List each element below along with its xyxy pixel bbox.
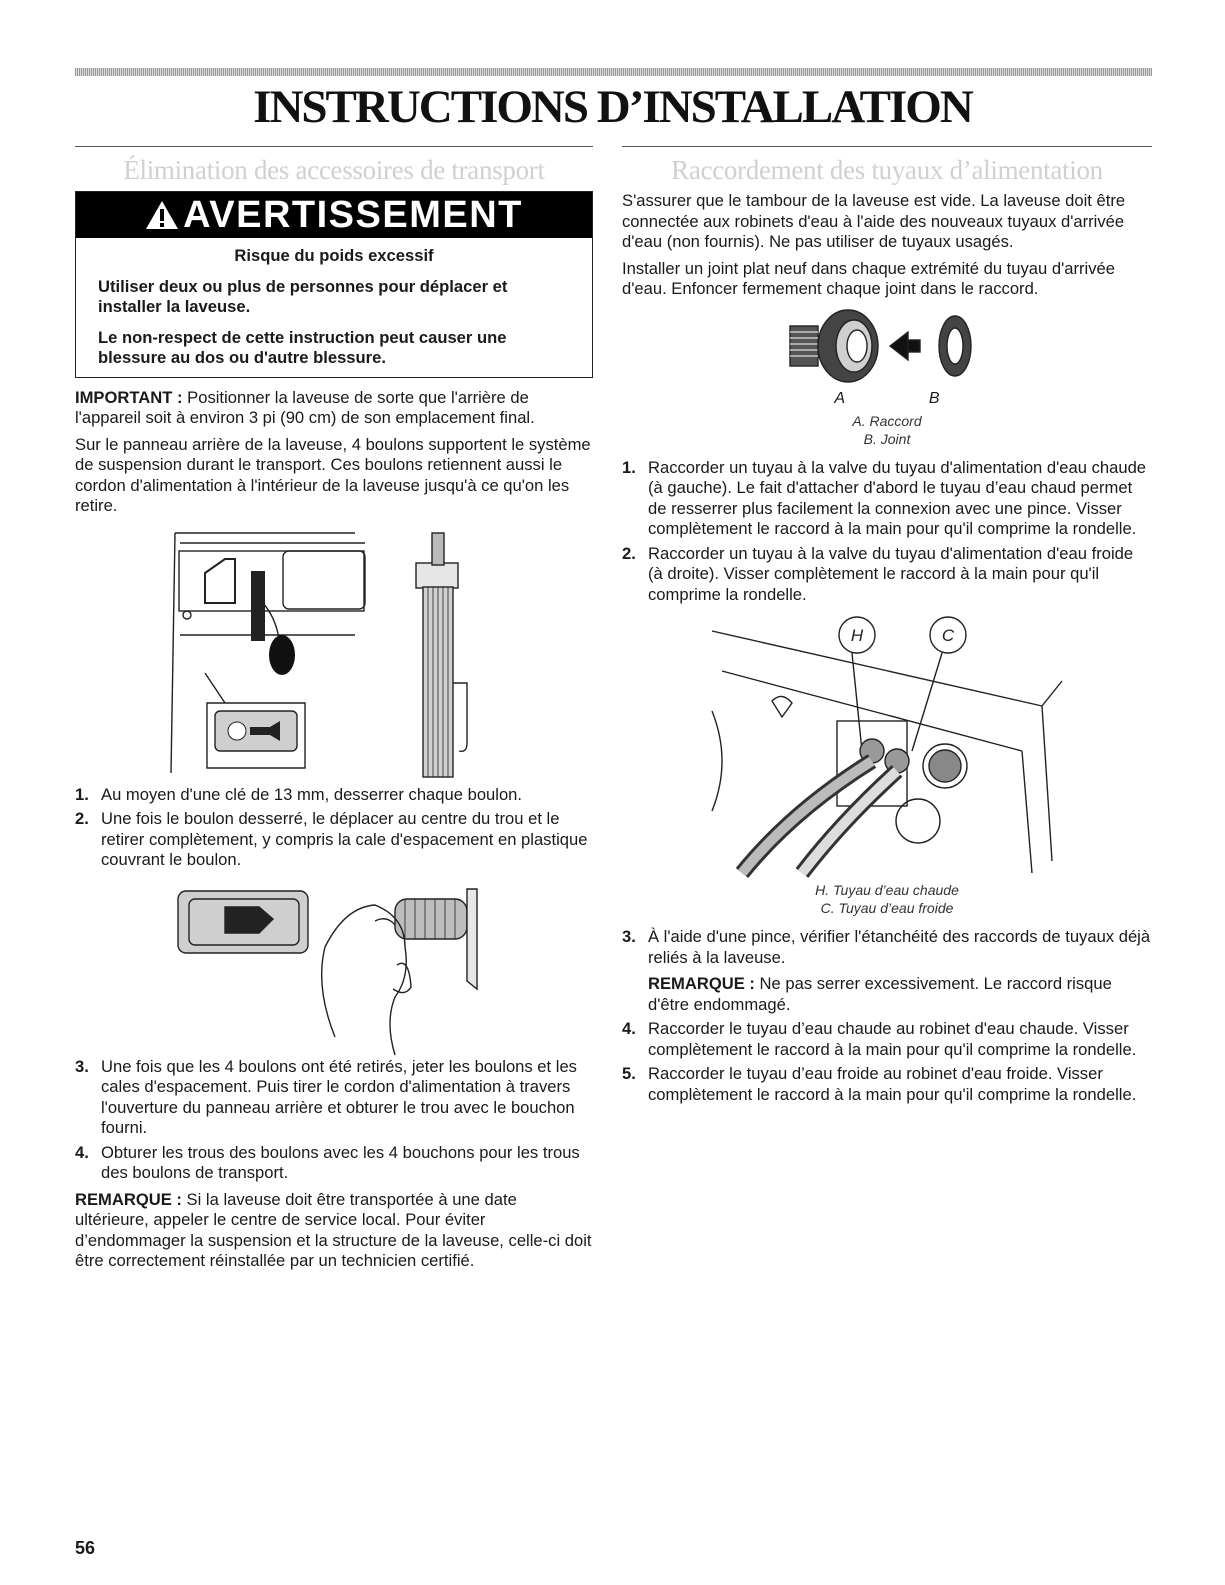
step-2: 2. Une fois le boulon desserré, le déplacer au centre du trou et le retirer complètement, y compris la cale d'espacement en plastique couvrant le boulon. [75,809,588,869]
note-label: REMARQUE : [75,1189,182,1209]
hose-steps-3-5 [622,927,1152,1105]
left-column [75,146,593,1278]
hose-step-2: 2. Raccorder un tuyau à la valve du tuyau d'alimentation d'eau froide (à droite). Visser complètement le raccord à la main pour qu'il comprime la rondelle. [622,543,1134,604]
page-title: INSTRUCTIONS D’INSTALLATION [253,81,972,133]
warning-risk: Risque du poids excessif [234,246,434,265]
section-rule [622,146,1152,147]
hose-step-4: 4. Raccorder le tuyau d’eau chaude au robinet d'eau chaude. Visser complètement le raccord à la main pour qu'il comprime la rondelle. [622,1019,1137,1059]
section-title-transport: Élimination des accessoires de transport [123,155,545,185]
coupling-washer-illustration [622,306,1152,386]
warning-box [75,191,593,378]
important-label: IMPORTANT : [75,387,183,407]
caption-c: C. Tuyau d’eau froide [820,900,954,916]
page-number: 56 [75,1538,96,1558]
step-4: 4. Obturer les trous des boulons avec les 4 bouchons pour les trous des boulons de transport. [75,1142,580,1182]
hose-step-1: 1. Raccorder un tuyau à la valve du tuyau d'alimentation d'eau chaude (à gauche). Le fait d'attacher d'abord le tuyau d’eau chaud permet de resserrer plus facilement la connexion avec une pince. Visser complètement le raccord à la main pour qu'il comprime la rondelle. [622,457,1147,538]
steps-list-1-2 [75,785,593,871]
section-rule [75,146,593,147]
hose-step-5: 5. Raccorder le tuyau d’eau froide au robinet d'eau froide. Visser complètement le raccord à la main pour qu'il comprime la rondelle. [622,1064,1137,1104]
warning-header [76,192,592,238]
hose-steps-1-2 [622,458,1152,606]
warning-line-1: Utiliser deux ou plus de personnes pour déplacer et installer la laveuse. [98,276,508,316]
caption-a: A. Raccord [852,412,922,429]
warning-triangle-icon [145,195,179,225]
label-c: C [941,626,955,645]
bolt-removal-illustration [75,877,593,1057]
steps-list-3-4 [75,1057,593,1184]
note-text: Si la laveuse doit être transportée à une date ultérieure, appeler le centre de service local. Pour éviter d’endommager la suspension et la structure de la laveuse, celle-ci doit être correctement réinstallée par un technicien certifié. [75,1189,592,1270]
important-text: Positionner la laveuse de sorte que l'arrière de l'appareil soit à environ 3 pi (90 cm) de son emplacement final. [75,387,535,427]
important-paragraph [75,388,593,429]
hoses-paragraph-1: S'assurer que le tambour de la laveuse est vide. La laveuse doit être connectée aux robinets d'eau à l'aide des nouveaux tuyaux d'arrivée d'eau (non fournis). Ne pas utiliser de tuyaux usagés. [622,191,1126,251]
rear-panel-bolt-illustration [75,523,593,785]
top-decorative-bar [75,68,1152,76]
hose-step-3-note: REMARQUE : Ne pas serrer excessivement. Le raccord risque d'être endommagé. [648,974,1112,1014]
hose-step-3: 3. À l'aide d'une pince, vérifier l'étanchéité des raccords de tuyaux déjà reliés à la laveuse. REMARQUE : Ne pas serrer excessivement. Le raccord risque d'être endommagé. [622,927,1151,1014]
intro-paragraph: Sur le panneau arrière de la laveuse, 4 boulons supportent le système de suspension durant le transport. Ces boulons retiennent aussi le cordon d'alimentation à l'intérieur de la laveuse jusqu'à ce qu'on les retire. [75,434,591,515]
figure-labels-ab: A B [834,389,940,407]
warning-body [76,238,592,377]
caption-h: H. Tuyau d’eau chaude [815,882,959,898]
caption-b: B. Joint [863,430,911,447]
step-1: 1. Au moyen d'une clé de 13 mm, desserrer chaque boulon. [75,784,523,804]
note-paragraph [75,1190,593,1272]
hoses-paragraph-2: Installer un joint plat neuf dans chaque extrémité du tuyau d'arrivée d'eau. Enfoncer fermement chaque joint dans le raccord. [622,258,1115,298]
warning-label: AVERTISSEMENT [183,194,523,236]
label-h: H [850,626,864,645]
right-column [622,146,1152,1111]
hot-cold-hose-illustration [622,611,1152,881]
step-3: 3. Une fois que les 4 boulons ont été retirés, jeter les boulons et les cales d'espacement. Puis tirer le cordon d'alimentation à travers l'ouverture du panneau arrière et obturer le trou avec le bouchon fourni. [75,1056,577,1137]
warning-line-2: Le non-respect de cette instruction peut causer une blessure au dos ou d'autre blessure. [98,327,507,367]
section-title-hoses: Raccordement des tuyaux d’alimentation [671,155,1103,185]
